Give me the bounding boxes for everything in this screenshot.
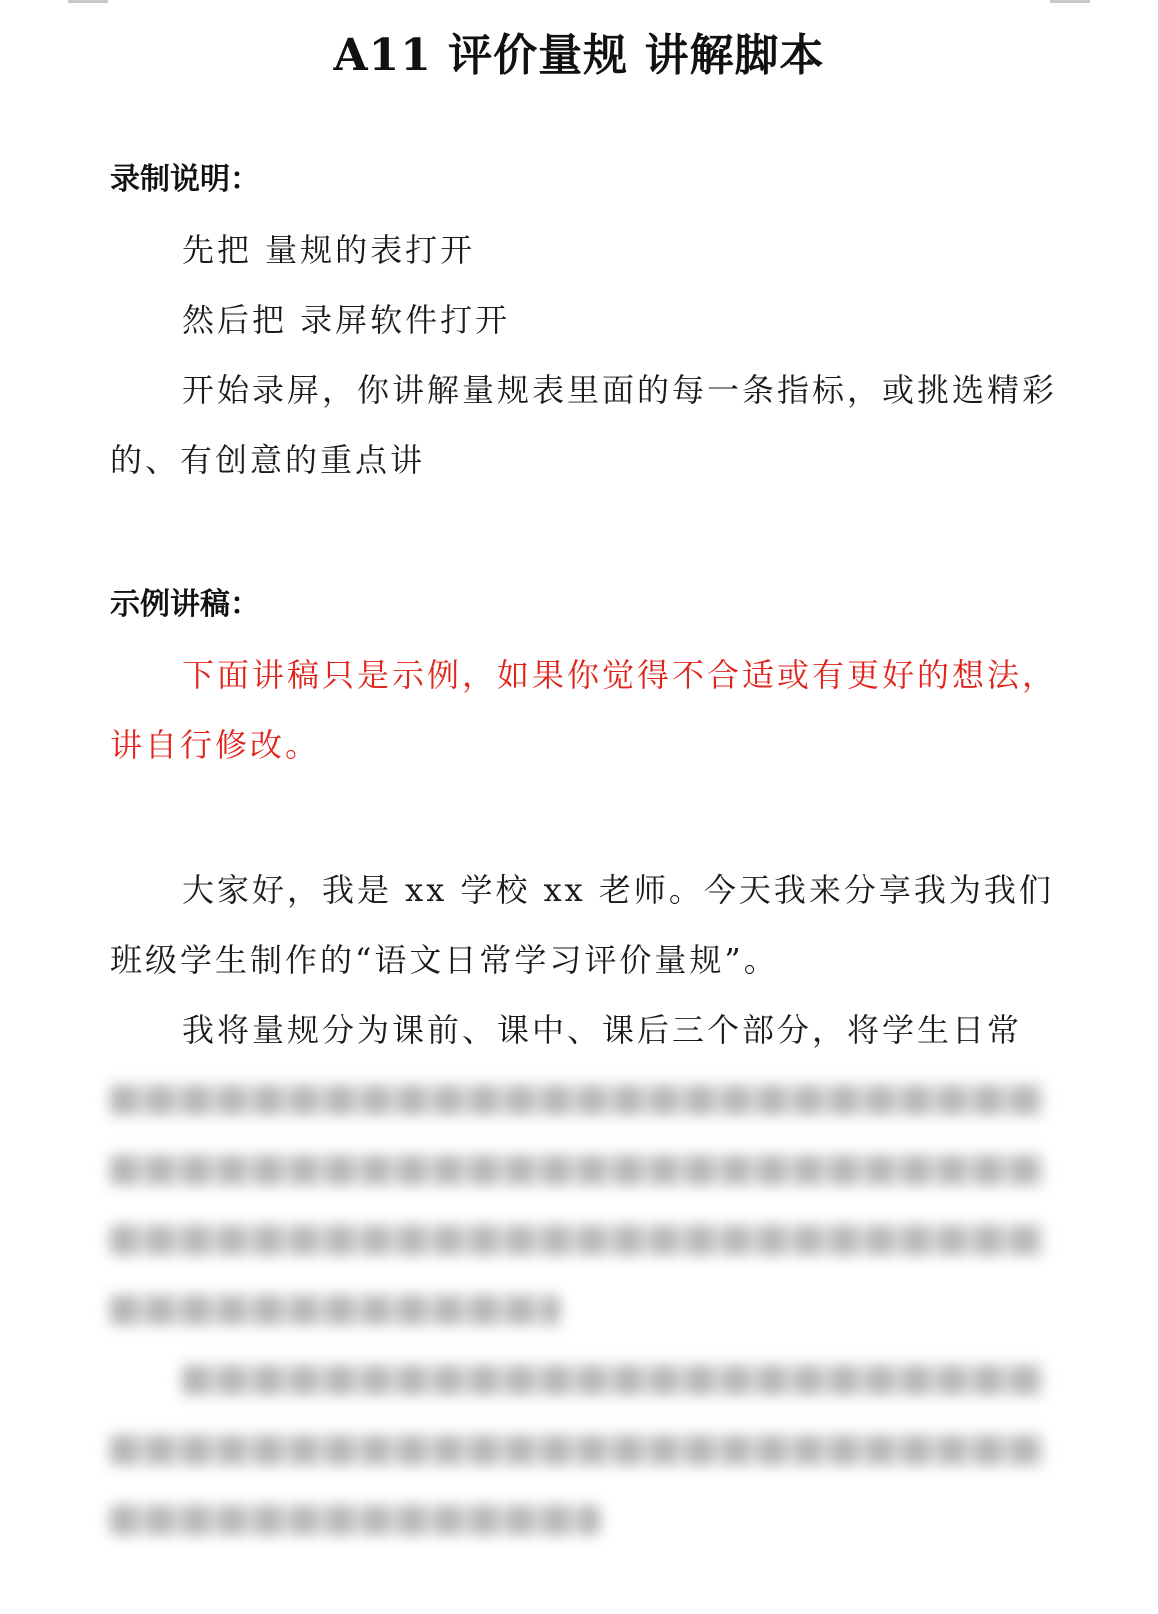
page-corner-mark-left [68, 0, 108, 3]
recording-step-2: 然后把 录屏软件打开 [182, 301, 511, 339]
blurred-line [110, 1295, 560, 1325]
blurred-line [110, 1505, 600, 1535]
blurred-content-region [110, 1080, 1050, 1550]
section-heading-recording: 录制说明： [110, 162, 260, 197]
page-corner-mark-right [1050, 0, 1090, 3]
section-heading-sample-script: 示例讲稿： [110, 587, 260, 622]
blurred-line [110, 1225, 1045, 1255]
blurred-line [182, 1365, 1045, 1395]
blurred-line [110, 1085, 1045, 1115]
script-paragraph-structure: 我将量规分为课前、课中、课后三个部分，将学生日常 [182, 1011, 1023, 1049]
blurred-line [110, 1155, 1045, 1185]
blurred-line [110, 1435, 1045, 1465]
script-paragraph-greeting: 大家好，我是 xx 学校 xx 老师。今天我来分享我为我们班级学生制作的“语文日常学习评价量规”。 [110, 871, 1054, 979]
document-title: A11 评价量规 讲解脚本 [333, 30, 825, 81]
sample-script-note: 下面讲稿只是示例，如果你觉得不合适或有更好的想法，讲自行修改。 [110, 656, 1058, 764]
recording-step-1: 先把 量规的表打开 [182, 231, 476, 269]
recording-step-3: 开始录屏，你讲解量规表里面的每一条指标，或挑选精彩的、有创意的重点讲 [110, 371, 1058, 479]
